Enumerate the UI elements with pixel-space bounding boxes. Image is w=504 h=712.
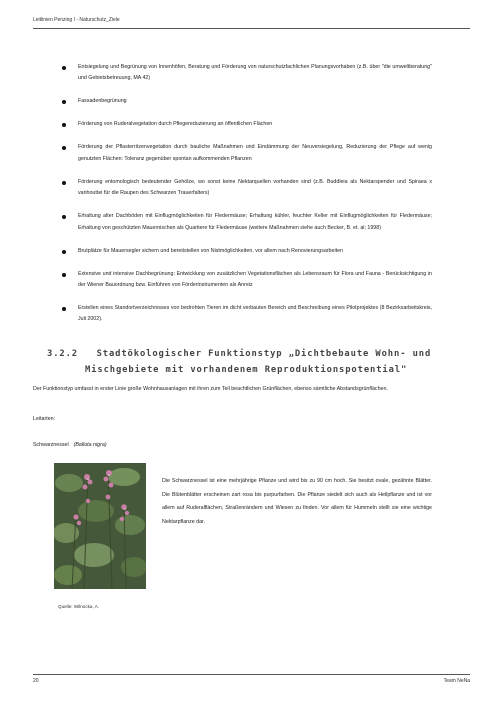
bullet-icon (62, 307, 66, 311)
bullet-icon (62, 181, 66, 185)
intro-paragraph: Der Funktionstyp umfasst in erster Linie große Wohnhausanlagen mit ihren zum Teil beachtlichen Grünflächen, ebenso sämtliche Abstandsgrünflächen. (33, 386, 388, 392)
species-latin-name: (Ballota nigra) (73, 442, 107, 448)
footer-team: Team NeNa (443, 678, 470, 684)
list-item: Extensive und intensive Dachbegrünung: Entwicklung von zusätzlichen Vegetationsflächen als Lebensraum für Flora und Fauna - Berücksichtigung in der Wiener Bauordnung bzw. Einführen von Förderinstrumenten als Anreiz (60, 269, 432, 292)
bullet-icon (62, 215, 66, 219)
page-header: Leitlinien Penzing I - Naturschutz_Ziele (33, 17, 120, 23)
list-item: Entsiegelung und Begrünung von Innenhöfen, Beratung und Förderung von naturschutzfachlichen Planungsvorhaben (z.B. über "die umweltberatung" und Gebietsbetreuung, MA 42) (60, 62, 432, 85)
section-heading (47, 346, 447, 378)
list-item: Förderung der Pflasterritzenvegetation durch bauliche Maßnahmen und Eindämmung der Neuversiegelung, Reduzierung der Pflege auf wenig genutzten Flächen: Toleranz gegenüber spontan aufkommenden Pflanzen (60, 142, 432, 165)
section-title-line1: Stadtökologischer Funktionstyp „Dichtbebaute Wohn- und (96, 349, 432, 359)
species-name (33, 442, 107, 448)
list-item: Brutplätze für Mauersegler sichern und bereitstellen von Nistmöglichkeiten, vor allem nach Renovierungsarbeiten (60, 246, 432, 257)
bullet-icon (62, 66, 66, 70)
section-title-line2: Mischgebiete mit vorhandenem Reproduktionspotential" (85, 365, 408, 375)
bullet-icon (62, 146, 66, 150)
bullet-icon (62, 273, 66, 277)
photo-source: Quelle: Wilnocka, A. (58, 604, 100, 609)
species-description: Die Schwarznessel ist eine mehrjährige Pflanze und wird bis zu 90 cm hoch. Sie besitzt ovale, gezähnte Blätter. Die Blütenblätter erscheinen zart rosa bis purpurfarben. Die Pflanze siedelt sich auch als Heilpflanze und ist vor allem auf Ruderalflächen, Straßenrändern und Wiesen zu finden. Vor allem für Hummeln stellt sie eine wichtige Nektarpflanze dar. (162, 478, 432, 525)
species-common-name: Schwarznessel (33, 442, 69, 448)
bullet-icon (62, 123, 66, 127)
bullet-icon (62, 250, 66, 254)
list-item: Erstellen eines Standortverzeichnisses von bedrohten Tieren im dicht verbauten Bereich und Beschreibung eines Pilotprojektes (8 Bezirksarbeitskreis, Juli 2002). (60, 303, 432, 326)
header-divider (33, 28, 470, 29)
leitarten-label: Leitarten: (33, 416, 56, 422)
bullet-icon (62, 100, 66, 104)
list-item: Förderung von Ruderalvegetation durch Pflegereduzierung an öffentlichen Flächen (60, 119, 432, 130)
footer-divider (33, 674, 470, 675)
list-item: Fassadenbegrünung (60, 96, 432, 107)
measures-list (60, 62, 432, 337)
list-item: Förderung entomologisch bedeutender Gehölze, wo sonst keine Nektarquellen vorhanden sind (z.B. Buddleia als Nektarspender und Spiraea x vanhouttei für die Raupen des Schwarzen Trauerfalters) (60, 177, 432, 200)
list-item: Erhaltung alter Dachböden mit Einflugmöglichkeiten für Fledermäuse; Erhaltung kühler, feuchter Keller mit Einflugmöglichkeiten für Fledermäuse; Erhaltung von geschützten Mauernischen als Quartiere für Fledermäuse (weitere Maßnahmen siehe auch Becker, B. et. al; 1998) (60, 211, 432, 234)
page-number: 20 (33, 678, 39, 684)
plant-photo (54, 463, 146, 589)
section-number: 3.2.2 (47, 349, 78, 359)
